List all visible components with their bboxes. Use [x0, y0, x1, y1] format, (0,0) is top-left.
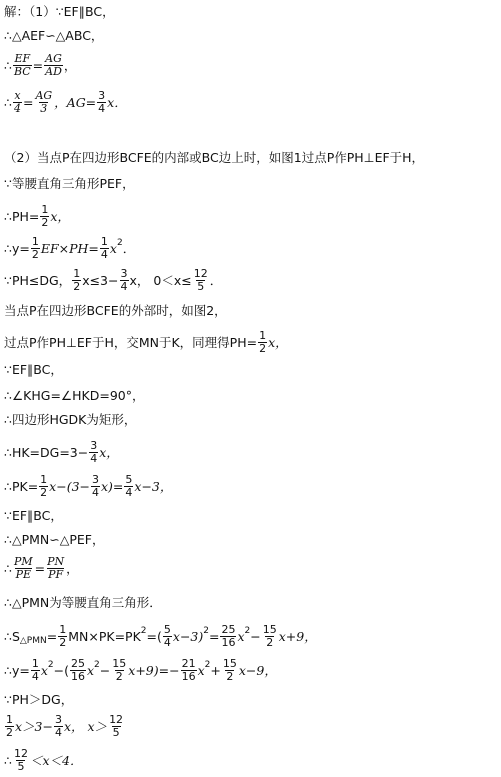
line-22: ∴y= $\frac{1}{4}$ x 2 −( $\frac{25}{16}$ x 2 − $\frac{15}{2}$ x+9)=− $\frac{21}{16}$ x 2 + $\frac{15}{2}$ x−9，	[4, 657, 277, 683]
fraction: $\frac{5}{4}$	[125, 473, 133, 499]
fraction: $\frac{x}{4}$	[13, 89, 21, 115]
line-2: ∴△AEF∽△ABC，	[4, 28, 104, 43]
fraction: $\frac{12}{5}$	[109, 713, 124, 739]
fraction: $\frac{1}{2}$	[6, 713, 13, 739]
line-11: 过点P作PH⊥EF于H，交MN于K，同理得PH= $\frac{1}{2}$ x，	[4, 329, 288, 355]
line-8: ∴y= $\frac{1}{2}$ EF×PH= $\frac{1}{4}$ x 2 ．	[4, 235, 136, 261]
fraction: $\frac{3}{4}$	[98, 89, 106, 115]
fraction: $\frac{3}{4}$	[90, 439, 98, 465]
fraction: $\frac{15}{2}$	[112, 657, 127, 683]
line-3: ∴ $\frac{EF}{BC}$ = $\frac{AG}{AD}$ ，	[4, 52, 77, 78]
fraction: $\frac{EF}{BC}$	[13, 52, 31, 78]
fraction: $\frac{3}{4}$	[92, 473, 99, 499]
fraction: $\frac{5}{4}$	[163, 623, 171, 649]
fraction: $\frac{12}{5}$	[193, 267, 208, 293]
fraction: $\frac{3}{4}$	[54, 713, 62, 739]
fraction: $\frac{1}{2}$	[40, 473, 48, 499]
line-25: ∴ $\frac{12}{5}$ ＜x＜4．	[4, 747, 83, 773]
fraction: $\frac{1}{4}$	[100, 235, 108, 261]
line-21: ∴S △PMN = $\frac{1}{2}$ MN×PK=PK 2 =( $\frac{5}{4}$ x−3) 2 = $\frac{25}{16}$ x 2 − $\frac{15}{2}$ x+9，	[4, 623, 317, 649]
fraction: $\frac{25}{16}$	[221, 623, 236, 649]
fraction: $\frac{AG}{AD}$	[45, 52, 62, 78]
line-20: ∴△PMN为等腰直角三角形．	[4, 595, 162, 610]
fraction: $\frac{AG}{3}$	[35, 89, 53, 115]
line-23: ∵PH＞DG，	[4, 692, 74, 707]
line-5: （2）当点P在四边形BCFE的内部或BC边上时，如图1过点P作PH⊥EF于H，	[4, 150, 425, 165]
line-9: ∵PH≤DG， $\frac{1}{2}$ x≤3− $\frac{3}{4}$ x， 0＜x≤ $\frac{12}{5}$ ．	[4, 267, 223, 293]
fraction: $\frac{3}{4}$	[120, 267, 128, 293]
line-7: ∴PH= $\frac{1}{2}$ x，	[4, 203, 70, 229]
fraction: $\frac{1}{2}$	[259, 329, 267, 355]
fraction: $\frac{1}{2}$	[73, 267, 81, 293]
line-18: ∴△PMN∽△PEF，	[4, 532, 105, 547]
line-17: ∵EF∥BC，	[4, 508, 63, 523]
line-13: ∴∠KHG=∠HKD=90°，	[4, 388, 145, 403]
line-19: ∴ $\frac{PM}{PE}$ = $\frac{PN}{PF}$ ，	[4, 555, 79, 581]
line-16: ∴PK= $\frac{1}{2}$ x−(3− $\frac{3}{4}$ x)= $\frac{5}{4}$ x−3，	[4, 473, 173, 499]
line-14: ∴四边形HGDK为矩形，	[4, 412, 137, 427]
fraction: $\frac{1}{4}$	[31, 657, 39, 683]
fraction: $\frac{12}{5}$	[13, 747, 28, 773]
line-10: 当点P在四边形BCFE的外部时，如图2，	[4, 303, 227, 318]
line-12: ∵EF∥BC，	[4, 362, 63, 377]
line-15: ∴HK=DG=3− $\frac{3}{4}$ x，	[4, 439, 119, 465]
fraction: $\frac{PN}{PF}$	[47, 555, 65, 581]
fraction: $\frac{25}{16}$	[70, 657, 85, 683]
fraction: $\frac{1}{2}$	[41, 203, 49, 229]
fraction: $\frac{15}{2}$	[222, 657, 237, 683]
line-1: 解：（1）∵EF∥BC，	[4, 4, 115, 19]
fraction: $\frac{PM}{PE}$	[13, 555, 33, 581]
fraction: $\frac{21}{16}$	[181, 657, 196, 683]
line-6: ∵等腰直角三角形PEF，	[4, 176, 135, 191]
fraction: $\frac{1}{2}$	[31, 235, 39, 261]
fraction: $\frac{1}{2}$	[59, 623, 67, 649]
line-4: ∴ $\frac{x}{4}$ = $\frac{AG}{3}$ ，AG= $\frac{3}{4}$ x．	[4, 89, 127, 115]
fraction: $\frac{15}{2}$	[262, 623, 277, 649]
line-24: $\frac{1}{2}$ x＞3− $\frac{3}{4}$ x， x＞ $\frac{12}{5}$	[6, 713, 124, 739]
